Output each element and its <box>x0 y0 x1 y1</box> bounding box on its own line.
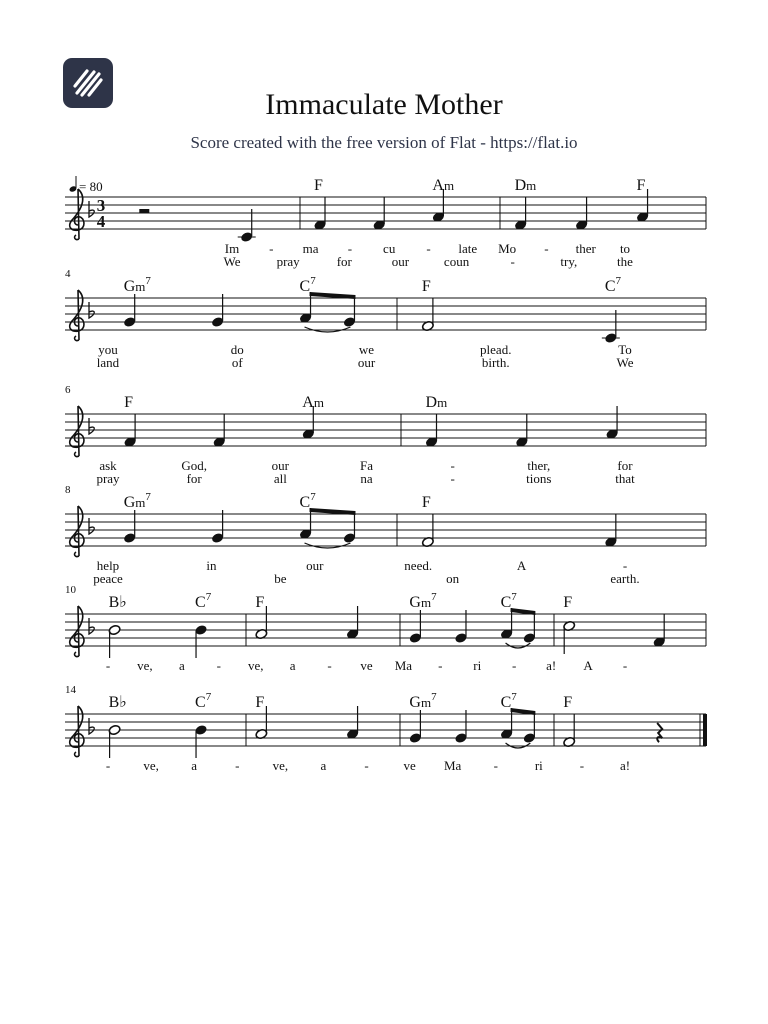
chord-symbol: F <box>421 278 431 295</box>
score-title: Immaculate Mother <box>265 88 503 121</box>
lyric-syllable: pray <box>96 471 120 486</box>
lyric-syllable: - <box>622 658 628 673</box>
chord-symbol: F <box>314 177 323 194</box>
lyric-syllable: in <box>206 558 217 573</box>
lyric-syllable: on <box>446 571 460 586</box>
score-subtitle: Score created with the free version of Flat - https://flat.io <box>190 133 578 152</box>
lyric-syllable: that <box>615 471 635 486</box>
lyric-syllable: coun <box>443 254 470 269</box>
measure-number: 8 <box>65 484 71 496</box>
lyric-syllable: of <box>231 355 243 370</box>
lyric-syllable: - <box>269 241 274 256</box>
lyric-syllable: - <box>512 658 517 673</box>
lyric-syllable: ri <box>534 758 543 773</box>
lyric-syllable: need. <box>404 558 433 573</box>
chord-symbol: F <box>421 494 431 511</box>
lyric-syllable: A <box>516 558 527 573</box>
chord-symbol: $C^7$ <box>500 591 517 611</box>
lyric-syllable: pray <box>276 254 300 269</box>
lyric-syllable: ve <box>360 658 373 673</box>
lyric-syllable: our <box>391 254 410 269</box>
flat-sign-icon <box>89 618 94 634</box>
chord-symbol: $C^7$ <box>604 275 621 295</box>
chord-symbol: F <box>563 694 573 711</box>
lyric-syllable: cu <box>383 241 396 256</box>
lyric-syllable: try, <box>560 254 578 269</box>
lyric-syllable: - <box>235 758 240 773</box>
chord-symbol: $C^7$ <box>195 591 212 611</box>
chord-symbol: $C^7$ <box>500 691 517 711</box>
lyric-syllable: - <box>579 758 585 773</box>
chord-symbol: Dm <box>425 394 448 411</box>
time-signature-top: 3 <box>96 196 106 215</box>
chord-symbol: Gm$^7$ <box>123 275 151 295</box>
lyric-syllable: We <box>223 254 241 269</box>
lyric-syllable: ma <box>302 241 319 256</box>
lyric-syllable: ask <box>99 458 117 473</box>
chord-symbol: B♭ <box>108 594 127 611</box>
lyric-syllable: a <box>320 758 327 773</box>
time-signature-bottom: 4 <box>96 212 106 231</box>
lyric-syllable: - <box>438 658 443 673</box>
lyric-syllable: our <box>357 355 376 370</box>
lyric-syllable: - <box>450 458 455 473</box>
lyric-syllable: To <box>618 342 632 357</box>
lyric-syllable: our <box>271 458 290 473</box>
lyric-syllable: land <box>96 355 120 370</box>
lyric-syllable: a <box>178 658 185 673</box>
chord-symbol: Dm <box>514 177 537 194</box>
lyric-syllable: for <box>186 471 202 486</box>
final-barline <box>703 714 707 746</box>
lyric-syllable: - <box>347 241 353 256</box>
lyric-syllable: we <box>358 342 375 357</box>
lyric-syllable: - <box>216 658 221 673</box>
lyric-syllable: do <box>230 342 244 357</box>
lyric-syllable: ther <box>575 241 596 256</box>
lyric-syllable: - <box>364 758 369 773</box>
flat-sign-icon <box>89 518 94 534</box>
chord-symbol: $C^7$ <box>299 491 316 511</box>
lyric-syllable: a! <box>546 658 557 673</box>
flat-sign-icon <box>89 201 94 217</box>
lyric-syllable: for <box>336 254 352 269</box>
lyric-syllable: Fa <box>360 458 373 473</box>
lyric-syllable: na <box>360 471 373 486</box>
lyric-syllable: you <box>98 342 118 357</box>
lyric-syllable: - <box>544 241 549 256</box>
tempo-marking: = 80 <box>79 179 103 194</box>
lyric-syllable: to <box>619 241 631 256</box>
measure-number: 10 <box>65 584 76 596</box>
lyric-syllable: We <box>616 355 634 370</box>
chord-symbol: F <box>255 694 265 711</box>
chord-symbol: Gm$^7$ <box>123 491 151 511</box>
flat-sign-icon <box>89 302 94 318</box>
lyric-syllable: - <box>327 658 332 673</box>
measure-number: 6 <box>65 384 71 396</box>
lyric-syllable: - <box>622 558 628 573</box>
measure-number: 14 <box>65 684 76 696</box>
lyric-syllable: ve, <box>247 658 264 673</box>
chord-symbol: Gm$^7$ <box>409 691 437 711</box>
lyric-syllable: for <box>617 458 633 473</box>
lyric-syllable: ther, <box>527 458 551 473</box>
lyric-syllable: birth. <box>481 355 510 370</box>
lyric-syllable: late <box>458 241 478 256</box>
chord-symbol: F <box>255 594 265 611</box>
chord-symbol: B♭ <box>108 694 127 711</box>
lyric-syllable: Ma <box>394 658 413 673</box>
chord-symbol: F <box>124 394 134 411</box>
lyric-syllable: ri <box>473 658 482 673</box>
chord-symbol: Am <box>432 177 455 194</box>
lyric-syllable: - <box>510 254 515 269</box>
flat-sign-icon <box>89 718 94 734</box>
lyric-syllable: our <box>306 558 324 573</box>
lyric-syllable: God, <box>181 458 207 473</box>
lyric-syllable: Im <box>224 241 240 256</box>
lyric-syllable: - <box>105 758 111 773</box>
quarter-rest-icon <box>657 723 662 742</box>
lyric-syllable: Mo <box>498 241 517 256</box>
chord-symbol: Am <box>302 394 324 411</box>
lyric-syllable: the <box>617 254 633 269</box>
lyric-syllable: A <box>583 658 593 673</box>
lyric-syllable: plead. <box>480 342 512 357</box>
lyric-syllable: a <box>191 758 198 773</box>
lyric-syllable: - <box>105 658 111 673</box>
lyric-syllable: - <box>450 471 455 486</box>
lyric-syllable: peace <box>93 571 123 586</box>
half-rest-icon <box>139 209 149 213</box>
lyric-syllable: all <box>273 471 287 486</box>
lyric-syllable: ve, <box>272 758 289 773</box>
lyric-syllable: help <box>96 558 120 573</box>
chord-symbol: $C^7$ <box>299 275 316 295</box>
lyric-syllable: - <box>426 241 431 256</box>
lyric-syllable: - <box>493 758 498 773</box>
measure-number: 4 <box>65 268 71 280</box>
lyric-syllable: earth. <box>610 571 640 586</box>
chord-symbol: $C^7$ <box>195 691 212 711</box>
lyric-syllable: Ma <box>443 758 462 773</box>
lyric-syllable: ve, <box>137 658 153 673</box>
chord-symbol: Gm$^7$ <box>409 591 437 611</box>
lyric-syllable: ve, <box>143 758 159 773</box>
lyric-syllable: tions <box>526 471 552 486</box>
lyric-syllable: ve <box>403 758 416 773</box>
lyric-syllable: a! <box>619 758 631 773</box>
chord-symbol: F <box>563 594 573 611</box>
flat-sign-icon <box>89 418 94 434</box>
chord-symbol: F <box>636 177 646 194</box>
lyric-syllable: be <box>274 571 287 586</box>
lyric-syllable: a <box>289 658 296 673</box>
